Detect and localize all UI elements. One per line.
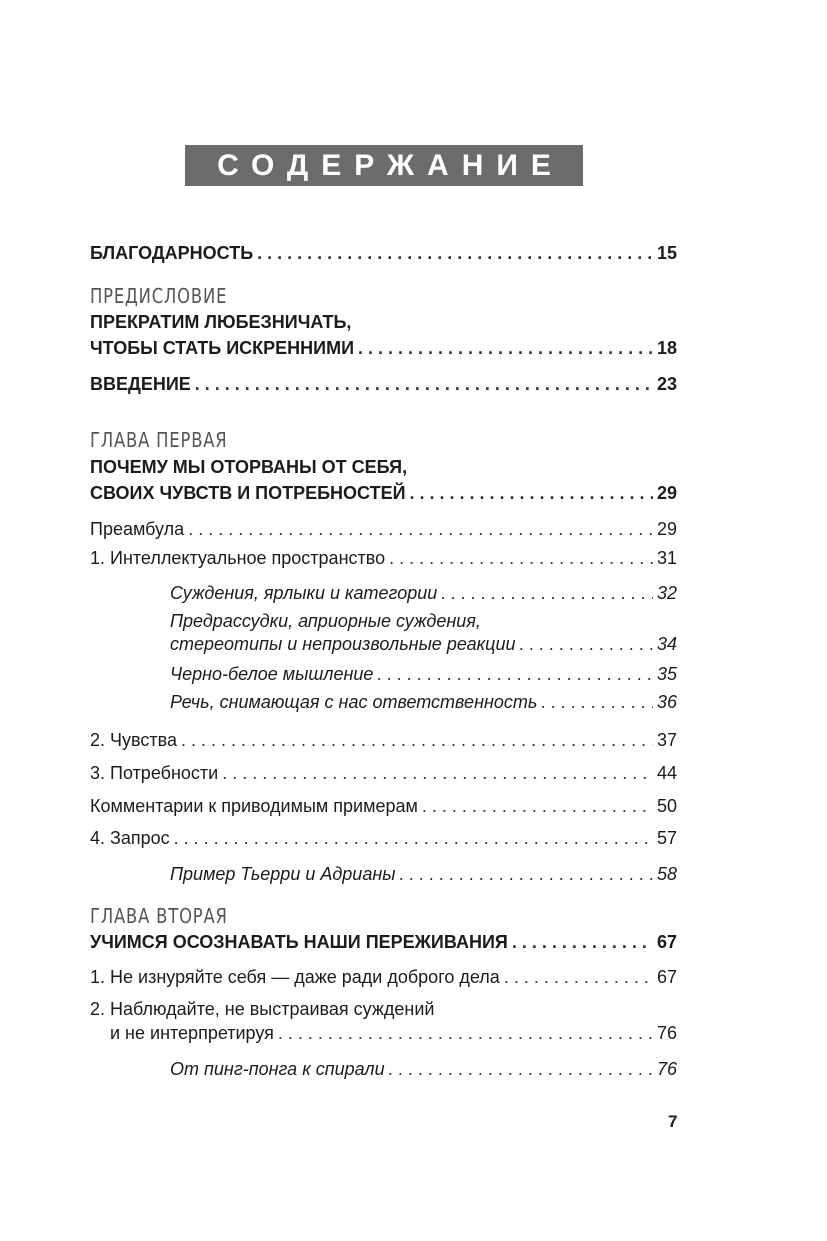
toc-page-number: 32 [656, 583, 677, 603]
toc-entry-section-4a[interactable] [170, 862, 677, 886]
toc-entry-preamble[interactable] [90, 517, 677, 541]
leader-dots [358, 336, 653, 360]
toc-page-number: 35 [656, 664, 677, 684]
chapter-one-label: ГЛАВА ПЕРВАЯ [90, 428, 228, 452]
toc-entry-text: ЧТОБЫ СТАТЬ ИСКРЕННИМИ [90, 338, 355, 358]
leader-dots [195, 372, 653, 396]
toc-entry-text: стереотипы и непроизвольные реакции [170, 634, 516, 654]
chapter-two-label: ГЛАВА ВТОРАЯ [90, 904, 228, 928]
toc-entry-text: ВВЕДЕНИЕ [90, 374, 191, 394]
chapter-one-title-line1: ПОЧЕМУ МЫ ОТОРВАНЫ ОТ СЕБЯ, [90, 457, 408, 477]
toc-page-number: 57 [656, 828, 677, 848]
toc-entry-text: УЧИМСЯ ОСОЗНАВАТЬ НАШИ ПЕРЕЖИВАНИЯ [90, 932, 508, 952]
toc-entry-text: Суждения, ярлыки и категории [170, 583, 438, 603]
toc-entry-ch2-section-2a[interactable] [170, 1057, 677, 1081]
leader-dots [389, 546, 653, 570]
leader-dots [181, 728, 653, 752]
toc-page-number: 44 [656, 763, 677, 783]
leader-dots [519, 632, 653, 656]
leader-dots [174, 826, 653, 850]
toc-page-number: 50 [656, 796, 677, 816]
ch2-section-2-line1: 2. Наблюдайте, не выстраивая суждений [90, 999, 435, 1019]
leader-dots [389, 1057, 653, 1081]
toc-entry-text: От пинг-понга к спирали [170, 1059, 385, 1079]
toc-entry-section-2[interactable] [90, 728, 677, 752]
toc-page-number: 36 [656, 692, 677, 712]
leader-dots [504, 965, 653, 989]
toc-entry-text: Комментарии к приводимым примерам [90, 796, 418, 816]
toc-entry-section-1a[interactable] [170, 581, 677, 605]
toc-entry-section-1[interactable] [90, 546, 677, 570]
toc-entry-text: и не интерпретируя [110, 1023, 274, 1043]
toc-page-number: 76 [656, 1023, 677, 1043]
toc-page-number: 18 [656, 338, 677, 358]
leader-dots [278, 1021, 653, 1045]
toc-entry-text: Преамбула [90, 519, 185, 539]
toc-entry-comments[interactable] [90, 794, 677, 818]
toc-page-number: 76 [656, 1059, 677, 1079]
toc-entry-section-4[interactable] [90, 826, 677, 850]
toc-entry-chapter-one[interactable] [90, 481, 677, 505]
toc-entry-gratitude[interactable] [90, 241, 677, 265]
toc-entry-section-1b[interactable] [170, 632, 677, 656]
leader-dots [377, 662, 653, 686]
contents-title: СОДЕРЖАНИЕ [185, 145, 583, 186]
leader-dots [410, 481, 653, 505]
leader-dots [441, 581, 653, 605]
preface-title-line1: ПРЕКРАТИМ ЛЮБЕЗНИЧАТЬ, [90, 312, 352, 332]
toc-entry-text: Речь, снимающая с нас ответственность [170, 692, 538, 712]
toc-entry-chapter-two[interactable] [90, 930, 677, 954]
toc-entry-text: СВОИХ ЧУВСТВ И ПОТРЕБНОСТЕЙ [90, 483, 406, 503]
leader-dots [188, 517, 653, 541]
leader-dots [399, 862, 652, 886]
toc-entry-ch2-section-1[interactable] [90, 965, 677, 989]
toc-page-number: 37 [656, 730, 677, 750]
leader-dots [541, 690, 653, 714]
toc-entry-preface[interactable] [90, 336, 677, 360]
toc-entry-ch2-section-2[interactable] [110, 1021, 677, 1045]
leader-dots [257, 241, 653, 265]
toc-page-number: 67 [656, 932, 677, 952]
toc-entry-text: 4. Запрос [90, 828, 170, 848]
toc-entry-intro[interactable] [90, 372, 677, 396]
toc-page-number: 29 [656, 483, 677, 503]
toc-page-number: 34 [656, 634, 677, 654]
leader-dots [422, 794, 653, 818]
toc-page-number: 15 [656, 243, 677, 263]
toc-entry-text: 2. Чувства [90, 730, 177, 750]
toc-entry-section-3[interactable] [90, 761, 677, 785]
toc-entry-text: БЛАГОДАРНОСТЬ [90, 243, 254, 263]
toc-entry-text: 1. Интеллектуальное пространство [90, 548, 386, 568]
toc-page-number: 29 [656, 519, 677, 539]
toc-page-number: 58 [656, 864, 677, 884]
section-1b-line1: Предрассудки, априорные суждения, [170, 611, 481, 631]
toc-page-number: 67 [656, 967, 677, 987]
toc-entry-section-1d[interactable] [170, 690, 677, 714]
page-number: 7 [668, 1112, 678, 1131]
toc-page-number: 31 [656, 548, 677, 568]
preface-label: ПРЕДИСЛОВИЕ [90, 284, 228, 308]
toc-entry-text: 3. Потребности [90, 763, 219, 783]
toc-page-number: 23 [656, 374, 677, 394]
toc-entry-section-1c[interactable] [170, 662, 677, 686]
toc-entry-text: Черно-белое мышление [170, 664, 374, 684]
toc-entry-text: 1. Не изнуряйте себя — даже ради доброго дела [90, 967, 500, 987]
leader-dots [512, 930, 653, 954]
toc-entry-text: Пример Тьерри и Адрианы [170, 864, 396, 884]
leader-dots [222, 761, 653, 785]
